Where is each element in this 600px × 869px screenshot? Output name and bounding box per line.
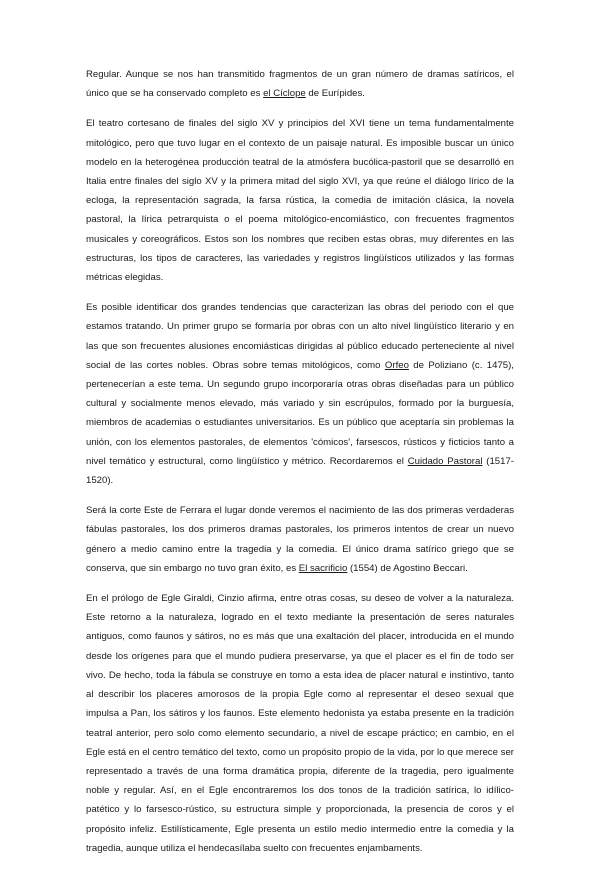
text-span: El teatro cortesano de finales del siglo XV y principios del XVI tiene un tema fundamentalmente mitológico, pero que tuvo lugar en el contexto de un paisaje natural. Es imposible buscar un único modelo en la heterogénea producción teatral de la atmósfera bucólica-pastoril que se desarrolló en Italia entre finales del siglo XV y la primera mitad del siglo XVI, ya que reúne el diálogo lírico de la ecloga, la representación sagrada, la farsa rústica, la comedia de imitación clásica, la novela pastoral, la lírica petrarquista o el poema mitológico-encomiástico, con frecuentes fragmentos musicales y coreográficos. Estos son los nombres que reciben estas obras, muy diferentes en las estructuras, los tipos de caracteres, las variedades y registros lingüísticos utilizados y las formas métricas elegidas.	[86, 118, 514, 284]
paragraph-4	[86, 501, 514, 578]
text-span: En el prólogo de Egle Giraldi, Cinzio afirma, entre otras cosas, su deseo de volver a la naturaleza. Este retorno a la naturaleza, logrado en el texto mediante la presentación de seres naturales antiguos, como faunos y sátiros, no es más que una exaltación del placer, introducida en el mundo desde los orígenes para que el mundo pudiera preservarse, ya que el placer es el fin de todo ser vivo. De hecho, toda la fábula se construye en torno a esta idea de placer natural e instintivo, tanto al describir los placeres amorosos de la propia Egle como al representar el deseo sexual que impulsa a Pan, los sátiros y los faunos. Este elemento hedonista ya estaba presente en la tradición teatral anterior, pero solo como elemento secundario, a nivel de escape práctico; en cambio, en el Egle está en el centro temático del texto, como un propósito propio de la vida, por lo que merece ser representado a través de una forma dramática propia, diferente de la tragedia, pero igualmente noble y regular. Así, en el Egle encontraremos los dos tonos de la tradición satírica, lo idílico-patético y lo farsesco-rústico, su estructura simple y proporcionada, la presencia de coros y el propósito infeliz. Estilísticamente, Egle presenta un estilo medio intermedio entre la comedia y la tragedia, aunque utiliza el hendecasílaba suelto con frecuentes enjambaments.	[86, 593, 514, 854]
text-span: Será la corte Este de Ferrara el lugar donde veremos el nacimiento de las dos primeras verdaderas fábulas pastorales, los dos primeros dramas pastorales, los primeros intentos de crear un nuevo género a medio camino entre la tragedia y la comedia. El único drama satírico griego que se conserva, que sin embargo no tuvo gran éxito, es	[86, 505, 514, 574]
work-title-el-sacrificio: El sacrificio	[298, 562, 348, 574]
text-span: (1554) de Agostino Beccari.	[347, 562, 468, 574]
paragraph-1	[86, 65, 514, 103]
work-title-el-ciclope: el Cíclope	[263, 88, 306, 100]
text-span: de Eurípides.	[305, 88, 365, 100]
paragraph-3	[86, 298, 514, 490]
work-title-orfeo: Orfeo	[384, 359, 409, 371]
paragraph-2	[86, 114, 514, 287]
document-body	[86, 65, 514, 869]
text-span: Es posible identificar dos grandes tendencias que caracterizan las obras del periodo con el que estamos tratando. Un primer grupo se formaría por obras con un alto nivel lingüístico literario y en las que son frecuentes alusiones encomiásticas dirigidas al público educado perteneciente al nivel social de las cortes nobles. Obras sobre temas mitológicos, como	[86, 302, 514, 371]
paragraph-5	[86, 589, 514, 858]
text-span: (1517-1520).	[86, 455, 515, 487]
text-span: Regular. Aunque se nos han transmitido fragmentos de un gran número de dramas satíricos, el único que se ha conservado completo es	[86, 69, 514, 100]
text-span: de Poliziano (c. 1475), pertenecerían a este tema. Un segundo grupo incorporaría otras obras diseñadas para un público cultural y socialmente menos elevado, más variado y sin escrúpulos, formado por la burguesía, miembros de academias o estudiantes universitarios. Es un público que aceptaría sin problemas la unión, con los elementos pastorales, de elementos 'cómicos', farsescos, rústicos y ficticios tanto a nivel temático y estructural, como lingüístico y métrico. Recordaremos el	[86, 359, 514, 467]
work-title-cuidado-pastoral: Cuidado Pastoral	[407, 455, 483, 467]
